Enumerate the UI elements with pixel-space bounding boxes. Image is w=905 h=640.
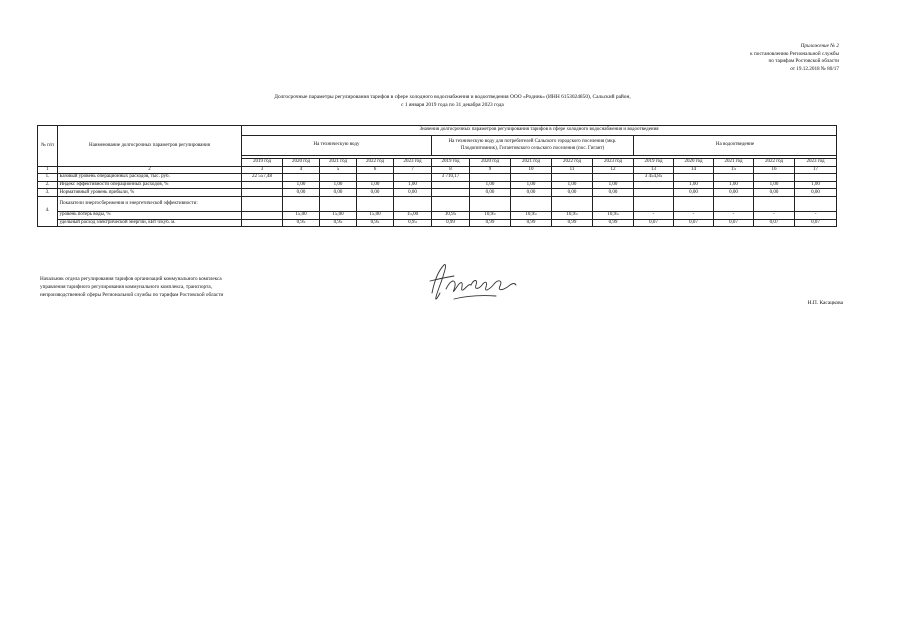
value-cell: 1,00 (283, 181, 320, 189)
parameter-name: Индекс эффективности операционных расходов, % (58, 181, 242, 189)
value-cell (242, 219, 283, 227)
year-header: 2023 год (593, 159, 634, 167)
value-cell: 0,99 (593, 219, 634, 227)
value-cell: 0,00 (511, 189, 552, 197)
value-cell: 22 557,48 (242, 174, 283, 182)
value-cell: 0,00 (714, 189, 754, 197)
appendix-line: по тарифам Ростовской области (768, 58, 839, 65)
signatory-line: Начальник отдела регулирования тарифов организаций коммунального комплекса (40, 276, 222, 282)
row-number: 2. (38, 181, 58, 189)
value-cell: - (714, 211, 754, 219)
year-header: 2020 год (283, 159, 320, 167)
appendix-title: Приложение № 2 (800, 43, 839, 49)
value-cell (242, 189, 283, 197)
value-cell (242, 196, 283, 211)
table-row (38, 181, 837, 189)
value-cell: 0,07 (634, 219, 674, 227)
column-number: 3 (242, 166, 283, 174)
year-header: 2020 год (470, 159, 511, 167)
row-number: 4. (38, 196, 58, 226)
value-cell: 10,95 (432, 211, 470, 219)
header-group: Значения долгосрочных параметров регулирования тарифов в сфере холодного водоснабжения и водоотведения (242, 126, 837, 136)
value-cell (511, 174, 552, 182)
signer-name: Н.П. Касацкова (807, 300, 843, 306)
year-header: 2019 год (634, 159, 674, 167)
column-number: 16 (754, 166, 795, 174)
parameters-table (37, 125, 837, 227)
value-cell: 1,00 (357, 181, 394, 189)
value-cell: 0,00 (795, 189, 837, 197)
value-cell: 3 454,85 (634, 174, 674, 182)
value-cell (511, 196, 552, 211)
value-cell: 1,00 (552, 181, 593, 189)
value-cell (674, 196, 714, 211)
value-cell: 0,00 (754, 189, 795, 197)
value-cell: 1,00 (593, 181, 634, 189)
value-cell (432, 189, 470, 197)
value-cell: - (634, 211, 674, 219)
value-cell (795, 196, 837, 211)
value-cell (634, 181, 674, 189)
parameter-name: уровень потерь воды, % (58, 211, 242, 219)
value-cell: 0,00 (357, 189, 394, 197)
value-cell: 0,99 (552, 219, 593, 227)
year-header: 2023 год (394, 159, 432, 167)
value-cell: 0,00 (394, 189, 432, 197)
value-cell: 0,07 (754, 219, 795, 227)
value-cell (320, 196, 357, 211)
value-cell (357, 196, 394, 211)
value-cell: 1,00 (320, 181, 357, 189)
value-cell (754, 196, 795, 211)
value-cell (432, 196, 470, 211)
subheader-wastewater: На водоотведение (634, 136, 837, 156)
value-cell (754, 174, 795, 182)
value-cell: 0,95 (357, 219, 394, 227)
column-number: 1 (38, 166, 58, 174)
value-cell: 1,00 (394, 181, 432, 189)
value-cell (394, 196, 432, 211)
value-cell: 0,99 (432, 219, 470, 227)
document-title-line: Долгосрочные параметры регулирования тарифов в сфере холодного водоснабжения и водоотведения ООО «Родник» (ИНН 6153024850), Сальский район, (274, 94, 631, 100)
year-header: 2020 год (674, 159, 714, 167)
row-number: 1. (38, 174, 58, 182)
value-cell (552, 174, 593, 182)
column-number: 17 (795, 166, 837, 174)
column-number: 11 (552, 166, 593, 174)
value-cell (674, 174, 714, 182)
parameter-name: Базовый уровень операционных расходов, тыс. руб. (58, 174, 242, 182)
column-number: 13 (634, 166, 674, 174)
table-row (38, 211, 837, 219)
value-cell: 15,00 (320, 211, 357, 219)
appendix-line: к постановлению Региональной службы (750, 50, 839, 57)
value-cell (432, 181, 470, 189)
year-header: 2022 год (357, 159, 394, 167)
value-cell: 10,95 (511, 211, 552, 219)
value-cell: - (674, 211, 714, 219)
value-cell: 10,95 (470, 211, 511, 219)
signatory-position (40, 275, 223, 299)
value-cell: 0,00 (593, 189, 634, 197)
table-row (38, 196, 837, 211)
header-number: № п/п (38, 126, 58, 167)
value-cell (714, 174, 754, 182)
column-number: 10 (511, 166, 552, 174)
value-cell: 0,07 (674, 219, 714, 227)
column-number: 8 (432, 166, 470, 174)
column-number: 4 (283, 166, 320, 174)
value-cell (357, 174, 394, 182)
appendix-date: от 19.12.2018 № 80/17 (790, 65, 839, 72)
parameter-group-name: Показатели энергосбережения и энергетической эффективности: (58, 196, 242, 211)
table-row (38, 174, 837, 182)
value-cell (394, 174, 432, 182)
value-cell: 0,00 (320, 189, 357, 197)
value-cell (242, 181, 283, 189)
value-cell: 0,00 (283, 189, 320, 197)
year-header: 2023 год (795, 159, 837, 167)
appendix-block (750, 43, 839, 73)
value-cell (795, 174, 837, 182)
parameter-name: Нормативный уровень прибыли, % (58, 189, 242, 197)
value-cell (714, 196, 754, 211)
value-cell: - (795, 211, 837, 219)
column-number: 12 (593, 166, 634, 174)
subheader-technical-water: На техническую воду (242, 136, 432, 156)
value-cell (634, 189, 674, 197)
table-row (38, 189, 837, 197)
value-cell (283, 196, 320, 211)
value-cell (634, 196, 674, 211)
value-cell: 0,95 (283, 219, 320, 227)
value-cell: 0,00 (674, 189, 714, 197)
column-number: 15 (714, 166, 754, 174)
value-cell: 0,95 (320, 219, 357, 227)
value-cell (470, 196, 511, 211)
row-number: 3. (38, 189, 58, 197)
value-cell: 0,07 (795, 219, 837, 227)
value-cell (593, 174, 634, 182)
value-cell: 1,00 (754, 181, 795, 189)
value-cell: 0,95 (394, 219, 432, 227)
value-cell: 15,00 (357, 211, 394, 219)
column-numbers-row (38, 166, 837, 174)
signatory-line: управления тарифного регулирования коммунального комплекса, транспорта, (40, 284, 212, 290)
year-header: 2021 год (714, 159, 754, 167)
year-header: 2019 год (432, 159, 470, 167)
value-cell: 0,99 (470, 219, 511, 227)
value-cell: 15,00 (394, 211, 432, 219)
column-number: 5 (320, 166, 357, 174)
value-cell: 1,00 (511, 181, 552, 189)
value-cell: 3 710,17 (432, 174, 470, 182)
handwritten-signature (424, 259, 520, 305)
column-number: 6 (357, 166, 394, 174)
value-cell: 10,95 (593, 211, 634, 219)
column-number: 7 (394, 166, 432, 174)
year-header: 2021 год (511, 159, 552, 167)
document-title (180, 93, 725, 109)
value-cell (470, 174, 511, 182)
year-header: 2021 год (320, 159, 357, 167)
value-cell (552, 196, 593, 211)
value-cell: 1,00 (795, 181, 837, 189)
value-cell: 1,00 (674, 181, 714, 189)
parameter-name: удельный расход электрической энергии, кВт ч/куб. м. (58, 219, 242, 227)
value-cell: 0,00 (470, 189, 511, 197)
table-row (38, 219, 837, 227)
value-cell: 10,95 (552, 211, 593, 219)
value-cell (283, 174, 320, 182)
value-cell: 1,00 (470, 181, 511, 189)
year-header: 2022 год (552, 159, 593, 167)
signatory-line: непроизводственной сферы Региональной службы по тарифам Ростовской области (40, 292, 224, 298)
value-cell (593, 196, 634, 211)
value-cell: 15,00 (283, 211, 320, 219)
document-title-period: с 1 января 2019 года по 31 декабря 2023 года (401, 102, 504, 109)
value-cell: - (754, 211, 795, 219)
subheader-technical-water-consumers: На техническую воду для потребителей Сальского городского поселения (мкр. Плодопитомник), Гигантовского сельского поселения (пос. Гигант) (432, 136, 634, 156)
column-number: 2 (58, 166, 242, 174)
value-cell (320, 174, 357, 182)
header-name: Наименование долгосрочных параметров регулирования (58, 126, 242, 167)
value-cell: 1,00 (714, 181, 754, 189)
column-number: 9 (470, 166, 511, 174)
value-cell (242, 211, 283, 219)
column-number: 14 (674, 166, 714, 174)
value-cell: 0,99 (511, 219, 552, 227)
year-header: 2019 год (242, 159, 283, 167)
year-header: 2022 год (754, 159, 795, 167)
value-cell: 0,07 (714, 219, 754, 227)
value-cell: 0,00 (552, 189, 593, 197)
